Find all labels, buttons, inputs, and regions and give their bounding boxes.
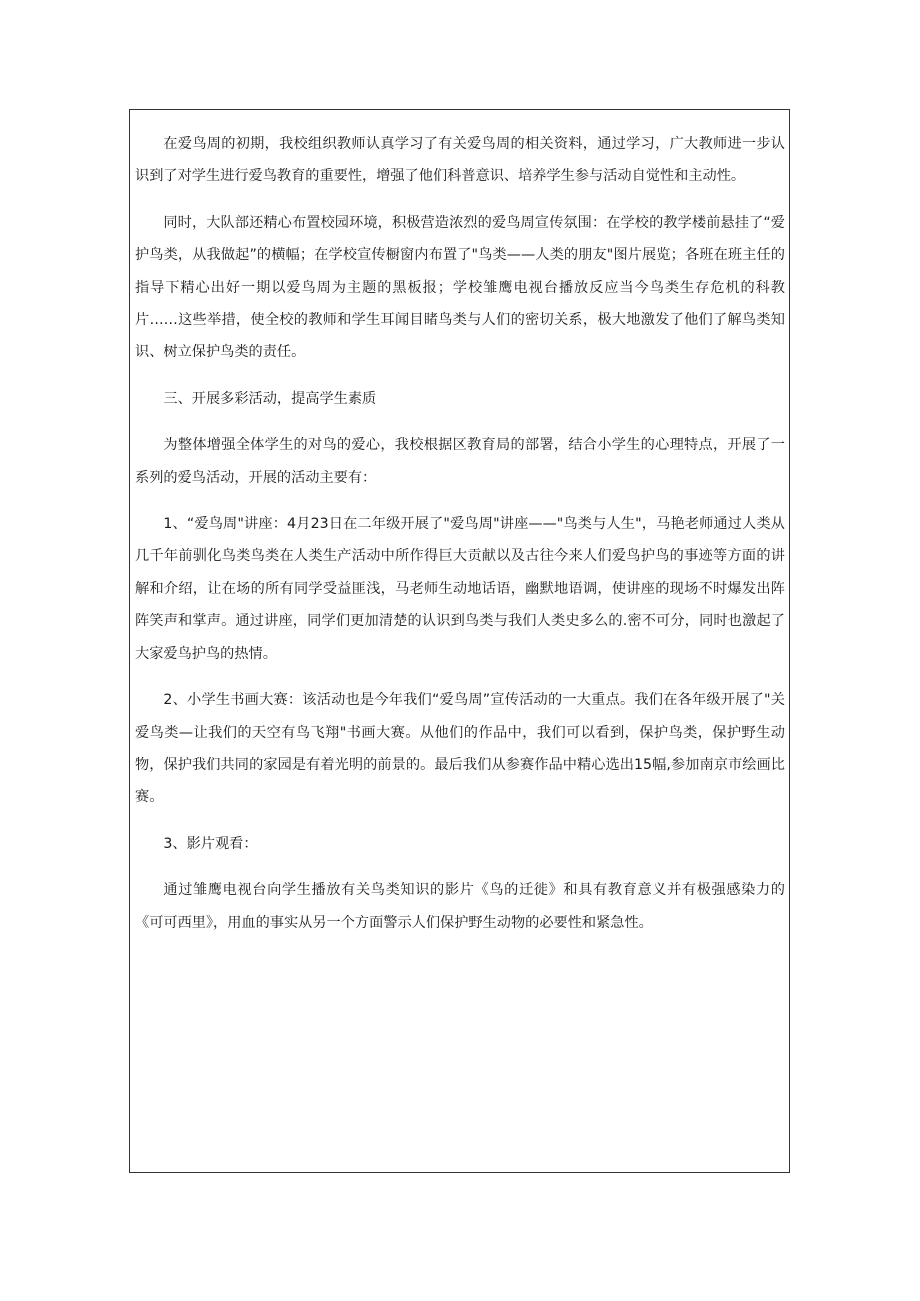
paragraph-lecture: 1、“爱鸟周"讲座：4月23日在二年级开展了"爱鸟周"讲座——"鸟类与人生"，马艳老师通过人类从几千年前驯化鸟类鸟类在人类生产活动中所作得巨大贡献以及古往今来人们爱鸟护鸟的事迹等方面的讲解和介绍，让在场的所有同学受益匪浅，马老师生动地话语，幽默地语调，使讲座的现场不时爆发出阵阵笑声和掌声。通过讲座，同学们更加清楚的认识到鸟类与我们人类史多么的.密不可分，同时也激起了大家爱鸟护鸟的热情。: [135, 516, 785, 662]
paragraph-campus-environment: 同时，大队部还精心布置校园环境，积极营造浓烈的爱鸟周宣传氛围：在学校的教学楼前悬挂了“爱护鸟类，从我做起”的横幅；在学校宣传橱窗内布置了"鸟类——人类的朋友"图片展览；各班在班主任的指导下精心出好一期以爱鸟周为主题的黑板报；学校雏鹰电视台播放反应当今鸟类生存危机的科教片……这些举措，使全校的教师和学生耳闻目睹鸟类与人们的密切关系，极大地激发了他们了解鸟类知识、树立保护鸟类的责任。: [135, 214, 785, 361]
paragraph-art-contest: 2、小学生书画大赛：该活动也是今年我们“爱鸟周”宣传活动的一大重点。我们在各年级开展了"关爱鸟类—让我们的天空有鸟飞翔"书画大赛。从他们的作品中，我们可以看到，保护鸟类，保护野生动物，保护我们共同的家园是有着光明的前景的。最后我们从参赛作品中精心选出15幅,参加南京市绘画比赛。: [135, 692, 785, 806]
paragraph-activities-intro: 为整体增强全体学生的对鸟的爱心，我校根据区教育局的部署，结合小学生的心理特点，开展了一系列的爱鸟活动，开展的活动主要有：: [135, 437, 785, 486]
subheading-film-viewing: 3、影片观看：: [163, 835, 258, 852]
paragraph-intro-study: 在爱鸟周的初期，我校组织教师认真学习了有关爱鸟周的相关资料，通过学习，广大教师进一步认识到了对学生进行爱鸟教育的重要性，增强了他们科普意识、培养学生参与活动自觉性和主动性。: [135, 136, 785, 185]
section-heading-activities: 三、开展多彩活动，提高学生素质: [163, 390, 377, 407]
document-frame: [129, 109, 790, 1173]
document-body: [135, 128, 785, 953]
paragraph-film-viewing: 通过雏鹰电视台向学生播放有关鸟类知识的影片《鸟的迁徙》和具有教育意义并有极强感染力的《可可西里》，用血的事实从另一个方面警示人们保护野生动物的必要性和紧急性。: [135, 882, 785, 931]
